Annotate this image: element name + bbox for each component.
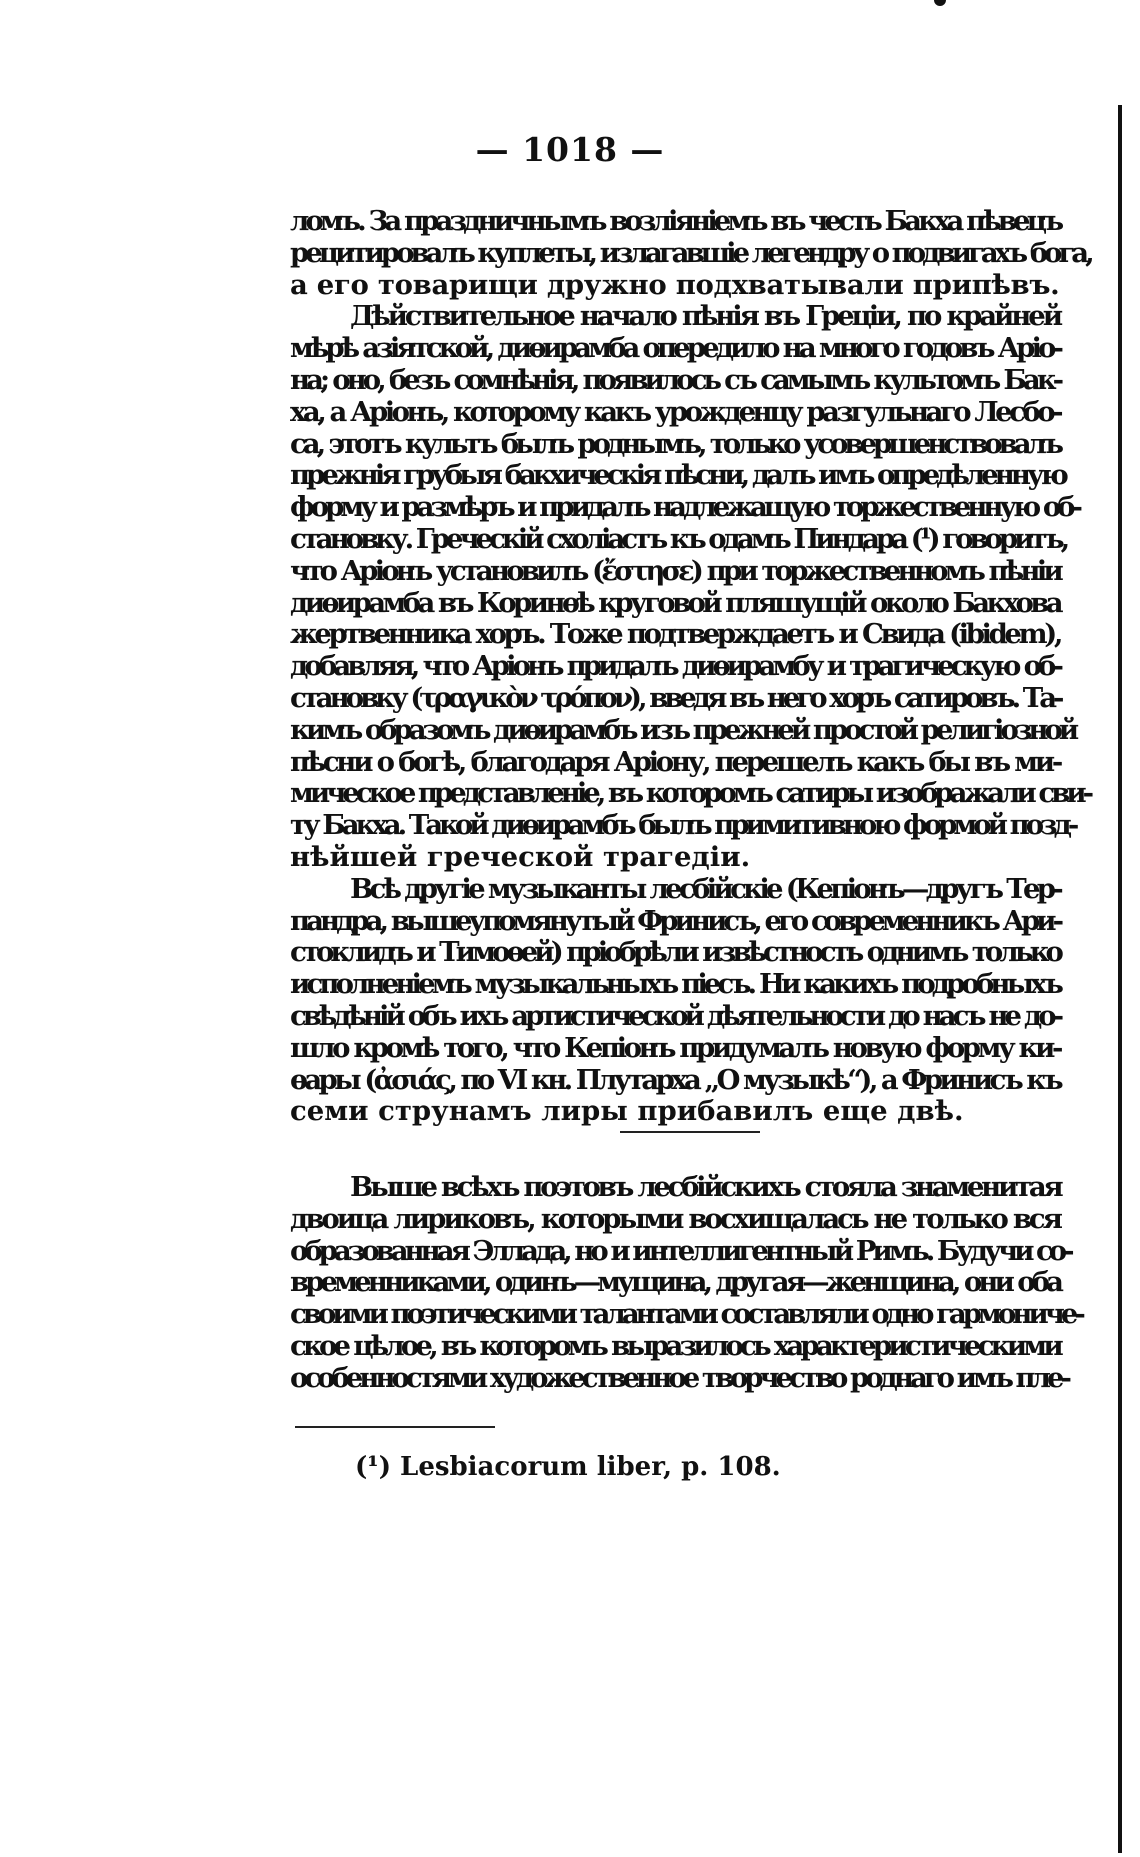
text-line: нѣйшей греческой трагедіи. xyxy=(290,840,751,873)
text-line: шло кромѣ того, что Кепіонъ придумалъ новую форму ки- xyxy=(290,1031,1060,1064)
text-line: двоица лириковъ, которыми восхищалась не только вся xyxy=(290,1202,1060,1235)
text-line: исполненіемъ музыкальныхъ піесъ. Ни какихъ подробныхъ xyxy=(290,968,1060,1001)
text-line: стоклидъ и Тимоѳей) пріобрѣли извѣстность однимъ только xyxy=(290,936,1060,969)
text-line: образованная Эллада, но и интеллигентный Римъ. Будучи со- xyxy=(290,1234,1071,1267)
main-text-lower xyxy=(290,1171,1082,1395)
footnote: (¹) Lesbiacorum liber, p. 108. xyxy=(355,1452,781,1482)
text-line: Дѣйствительное начало пѣнія въ Греціи, по крайней xyxy=(350,300,1060,333)
text-line: Всѣ другіе музыканты лесбійскіе (Кепіонъ—другъ Тер- xyxy=(350,872,1060,905)
text-line: ха, а Аріонъ, которому какъ урожденцу разгульнаго Лесбо- xyxy=(290,395,1060,428)
paragraph-4 xyxy=(290,1171,1082,1395)
text-line: диѳирамба въ Коринѳѣ круговой пляшущій около Бакхова xyxy=(290,586,1060,619)
footnote-rule xyxy=(295,1426,495,1428)
text-line: прежнія грубыя бакхическія пѣсни, далъ имъ опредѣленную xyxy=(290,459,1065,492)
text-line: свѣдѣній объ ихъ артистической дѣятельности до насъ не до- xyxy=(290,999,1060,1032)
text-line: кимъ образомъ диѳирамбъ изъ прежней простой религіозной xyxy=(290,713,1076,746)
main-text-upper xyxy=(290,205,1091,1128)
text-line: что Аріонъ установилъ (ἔστησε) при торжественномъ пѣніи xyxy=(290,554,1060,587)
paragraph-2 xyxy=(290,300,1091,873)
paragraph-3 xyxy=(290,874,1060,1128)
text-line: мическое представленіе, въ которомъ сатиры изображали сви- xyxy=(290,777,1091,810)
text-line: са, этотъ культъ былъ роднымъ, только усовершенствовалъ xyxy=(290,427,1060,460)
text-line: временниками, одинъ—мущина, другая—женщина, они оба xyxy=(290,1266,1060,1299)
page-number: — 1018 — xyxy=(475,130,665,169)
text-line: а его товарищи дружно подхватывали припѣвъ. xyxy=(290,268,1060,301)
text-line: пандра, вышеупомянутый Фринисъ, его современникъ Ари- xyxy=(290,904,1060,937)
text-line: становку. Греческій схоліастъ къ одамъ Пиндара (¹) говоритъ, xyxy=(290,522,1067,555)
text-line: становку (τραγικὸν τρόπον), введя въ него хоръ сатировъ. Та- xyxy=(290,681,1061,714)
text-line: ломъ. За праздничнымъ возліяніемъ въ честь Бакха пѣвецъ xyxy=(290,205,1061,237)
text-line: семи струнамъ лиры прибавилъ еще двѣ. xyxy=(290,1095,964,1128)
text-line: пѣсни о богѣ, благодаря Аріону, перешелъ какъ бы въ ми- xyxy=(290,745,1060,778)
scan-edge-mark xyxy=(934,0,946,6)
text-line: Выше всѣхъ поэтовъ лесбійскихъ стояла знаменитая xyxy=(350,1171,1061,1203)
text-line: ту Бакха. Такой диѳирамбъ былъ примитивною формой позд- xyxy=(290,809,1076,842)
text-line: своими поэтическими талантами составляли одно гармониче- xyxy=(290,1298,1082,1331)
scan-edge-rule xyxy=(1118,105,1122,1853)
text-line: особенностями художественное творчество роднаго имъ пле- xyxy=(290,1361,1068,1394)
section-divider xyxy=(620,1131,760,1133)
text-line: на; оно, безъ сомнѣнія, появилось съ самымъ культомъ Бак- xyxy=(290,363,1060,396)
paragraph-1 xyxy=(290,205,1091,301)
text-line: рецитировалъ куплеты, излагавшіе легендру о подвигахъ бога, xyxy=(290,236,1091,269)
text-line: ское цѣлое, въ которомъ выразилось характеристическими xyxy=(290,1329,1060,1362)
text-line: мѣрѣ азіятской, диѳирамба опередило на много годовъ Аріо- xyxy=(290,332,1060,365)
text-line: ѳары (ἀσιάς, по VI кн. Плутарха „О музыкѣ“), а Фринисъ къ xyxy=(290,1063,1060,1096)
text-line: жертвенника хоръ. Тоже подтверждаетъ и Свида (ibidem), xyxy=(290,618,1060,651)
text-line: форму и размѣръ и придалъ надлежащую торжественную об- xyxy=(290,491,1079,524)
text-line: добавляя, что Аріонъ придалъ диѳирамбу и трагическую об- xyxy=(290,650,1060,683)
